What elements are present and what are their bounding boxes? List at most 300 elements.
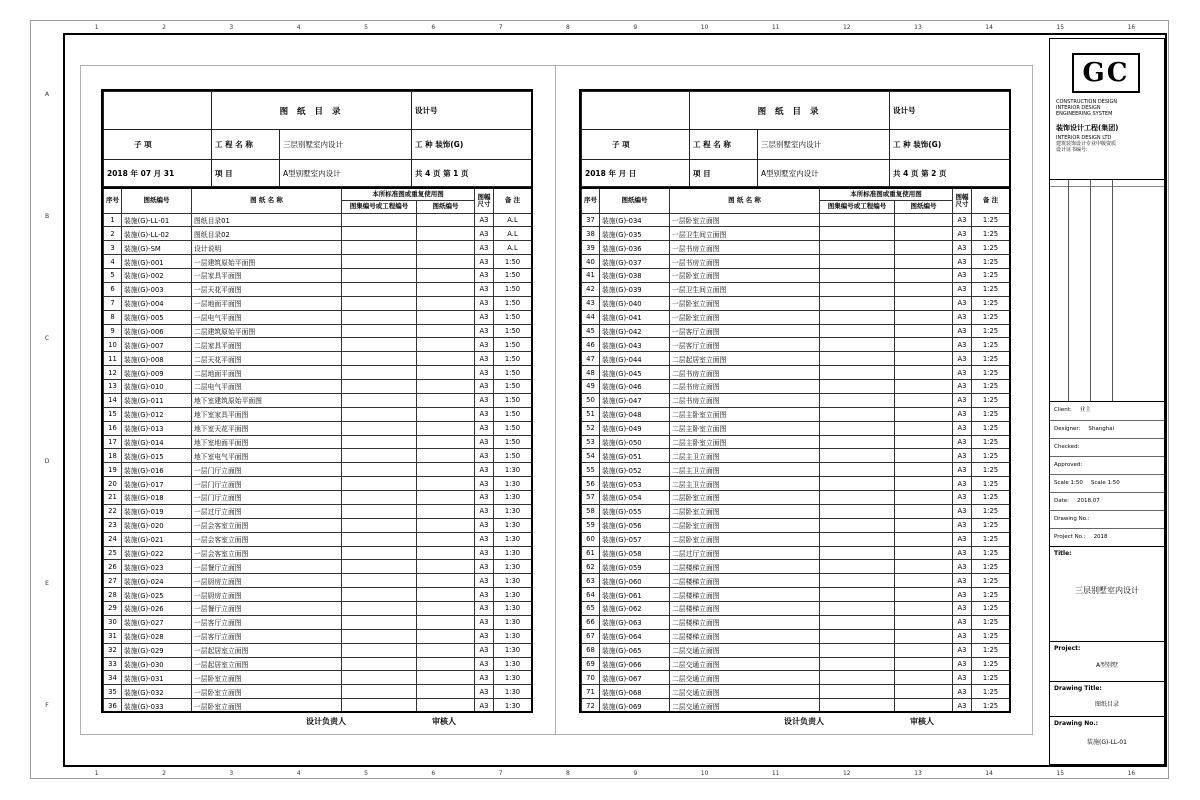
sub-item-label: 子 项: [104, 130, 212, 160]
reference-number: [895, 310, 953, 324]
item-label: 项 目: [690, 160, 758, 187]
index-row: [104, 685, 532, 699]
drawing-code: 装施(G)-057: [600, 532, 670, 546]
sub-item-label: 子 项: [582, 130, 690, 160]
sheet-size: A3: [953, 324, 972, 338]
grid-row-label: D: [44, 457, 50, 465]
index-row: [582, 463, 1010, 477]
drawing-name: 一层客厅立面图: [192, 615, 342, 629]
reference-code: [820, 602, 895, 616]
reference-number: [417, 546, 475, 560]
sheet-size: A3: [475, 352, 494, 366]
remark: 1:25: [972, 338, 1010, 352]
index-row: [104, 615, 532, 629]
title-block-field: [1050, 402, 1164, 420]
index-row: [582, 504, 1010, 518]
index-row: [582, 380, 1010, 394]
field-value: 2018.07: [1077, 498, 1100, 504]
drawing-code: 装施(G)-033: [122, 699, 192, 713]
discipline: 工 种 装饰(G): [412, 130, 532, 160]
drawing-code: 装施(G)-017: [122, 477, 192, 491]
row-number: 56: [582, 477, 600, 491]
remark: 1:25: [972, 671, 1010, 685]
reference-code: [820, 296, 895, 310]
drawing-name: 二层主卫立面图: [670, 463, 820, 477]
remark: 1:25: [972, 643, 1010, 657]
remark: 1:25: [972, 532, 1010, 546]
reference-number: [895, 449, 953, 463]
remark: 1:50: [494, 324, 532, 338]
page-count: 共 4 页 第 1 页: [412, 160, 532, 187]
drawing-code: 装施(G)-009: [122, 366, 192, 380]
row-number: 6: [104, 282, 122, 296]
index-row: [104, 366, 532, 380]
reference-number: [895, 560, 953, 574]
drawing-name: 二层交通立面图: [670, 657, 820, 671]
drawing-name: 二层楼梯立面图: [670, 629, 820, 643]
page-count: 共 4 页 第 2 页: [890, 160, 1010, 187]
discipline: 工 种 装饰(G): [890, 130, 1010, 160]
row-number: 8: [104, 310, 122, 324]
drawing-name: 一层门厅立面图: [192, 491, 342, 505]
drawing-code: 装施(G)-016: [122, 463, 192, 477]
drawing-name: 地下室家具平面图: [192, 407, 342, 421]
index-row: [104, 546, 532, 560]
remark: 1:25: [972, 518, 1010, 532]
sheet-size: A3: [953, 546, 972, 560]
drawing-name: 二层主卫立面图: [670, 477, 820, 491]
remark: 1:25: [972, 699, 1010, 713]
sheet-size: A3: [475, 671, 494, 685]
reference-number: [895, 629, 953, 643]
reference-code: [820, 227, 895, 241]
reference-number: [417, 421, 475, 435]
reference-code: [342, 491, 417, 505]
reference-number: [417, 532, 475, 546]
reference-number: [895, 213, 953, 227]
remark: 1:50: [494, 449, 532, 463]
field-value: 业主: [1079, 407, 1091, 413]
sheet-size: A3: [953, 366, 972, 380]
sheet-size: A3: [953, 449, 972, 463]
reference-code: [342, 255, 417, 269]
remark: 1:25: [972, 255, 1010, 269]
remark: 1:50: [494, 366, 532, 380]
sheet-size: A3: [475, 269, 494, 283]
drawing-name: 二层楼梯立面图: [670, 588, 820, 602]
grid-col-label: 14: [985, 23, 993, 31]
project-value: A型别墅: [1095, 662, 1119, 669]
reference-number: [895, 491, 953, 505]
drawing-code: 装施(G)-026: [122, 602, 192, 616]
sheet-size: A3: [475, 296, 494, 310]
row-number: 38: [582, 227, 600, 241]
drawing-code: 装施(G)-031: [122, 671, 192, 685]
drawing-name: 二层书房立面图: [670, 366, 820, 380]
drawing-code: 装施(G)-056: [600, 518, 670, 532]
drawing-name: 二层楼梯立面图: [670, 615, 820, 629]
drawing-name: 一层客厅立面图: [670, 324, 820, 338]
index-row: [104, 463, 532, 477]
drawing-name: 一层餐厅立面图: [192, 602, 342, 616]
remark: 1:50: [494, 255, 532, 269]
index-row: [104, 518, 532, 532]
remark: 1:25: [972, 435, 1010, 449]
sheet-size: A3: [953, 588, 972, 602]
drawing-code: 装施(G)-050: [600, 435, 670, 449]
remark: 1:25: [972, 393, 1010, 407]
drawing-name: 二层主卧室立面图: [670, 435, 820, 449]
reference-code: [820, 407, 895, 421]
drawing-code: 装施(G)-011: [122, 393, 192, 407]
reference-code: [820, 615, 895, 629]
drawing-code: 装施(G)-067: [600, 671, 670, 685]
drawing-name: 二层主卧室立面图: [670, 421, 820, 435]
designer-label: 设计负责人: [306, 717, 346, 726]
remark: 1:30: [494, 546, 532, 560]
row-number: 11: [104, 352, 122, 366]
row-number: 70: [582, 671, 600, 685]
reference-number: [417, 310, 475, 324]
reference-code: [820, 518, 895, 532]
sheet-size: A3: [953, 560, 972, 574]
drawing-name: 一层起居室立面图: [192, 643, 342, 657]
reference-number: [895, 477, 953, 491]
remark: 1:25: [972, 269, 1010, 283]
index-row: [104, 449, 532, 463]
row-number: 27: [104, 574, 122, 588]
sheet-size: A3: [475, 463, 494, 477]
sheet-size: A3: [475, 588, 494, 602]
reference-code: [342, 560, 417, 574]
sheet-size: A3: [953, 241, 972, 255]
drawing-code: 装施(G)-059: [600, 560, 670, 574]
drawing-name: 一层卧室立面图: [670, 296, 820, 310]
drawing-code: 装施(G)-010: [122, 380, 192, 394]
index-row: [582, 615, 1010, 629]
sheet-size: A3: [475, 699, 494, 713]
remark: 1:30: [494, 643, 532, 657]
reference-number: [895, 324, 953, 338]
sheet-size: A3: [953, 615, 972, 629]
remark: 1:25: [972, 449, 1010, 463]
grid-col-label: 1: [94, 769, 99, 777]
reference-number: [895, 643, 953, 657]
reference-code: [820, 449, 895, 463]
revision-area: [1050, 179, 1164, 401]
grid-col-label: 14: [985, 769, 993, 777]
row-number: 45: [582, 324, 600, 338]
row-number: 3: [104, 241, 122, 255]
project-name: 三层别墅室内设计: [758, 130, 890, 160]
grid-col-label: 4: [296, 23, 301, 31]
reference-code: [820, 643, 895, 657]
drawing-code: 装施(G)-066: [600, 657, 670, 671]
drawing-title-value: 图纸目录: [1094, 701, 1119, 708]
drawing-code: 装施(G)-025: [122, 588, 192, 602]
reference-number: [895, 615, 953, 629]
drawing-code: 装施(G)-024: [122, 574, 192, 588]
reference-code: [342, 324, 417, 338]
index-row: [104, 491, 532, 505]
index-row: [104, 574, 532, 588]
field-area: [1050, 401, 1164, 546]
sheet-size: A3: [475, 324, 494, 338]
drawing-name: 一层起居室立面图: [192, 657, 342, 671]
row-number: 47: [582, 352, 600, 366]
reference-number: [417, 380, 475, 394]
sheet-size: A3: [475, 449, 494, 463]
row-number: 22: [104, 504, 122, 518]
row-number: 41: [582, 269, 600, 283]
field-label: Approved:: [1054, 462, 1083, 468]
reference-code: [820, 241, 895, 255]
reference-number: [895, 671, 953, 685]
title-value: 三层别墅室内设计: [1075, 586, 1139, 595]
remark: 1:25: [972, 615, 1010, 629]
index-list: [103, 187, 532, 713]
drawing-code: 装施(G)-045: [600, 366, 670, 380]
reference-number: [417, 491, 475, 505]
grid-col-label: 13: [914, 769, 922, 777]
sheet-size: A3: [953, 532, 972, 546]
grid-row-label: E: [45, 579, 49, 587]
drawing-name: 二层主卫立面图: [670, 449, 820, 463]
reference-code: [820, 435, 895, 449]
reference-number: [895, 282, 953, 296]
drawing-code: 装施(G)-060: [600, 574, 670, 588]
reference-number: [895, 407, 953, 421]
drawing-code: 装施(G)-008: [122, 352, 192, 366]
row-number: 61: [582, 546, 600, 560]
reference-code: [820, 546, 895, 560]
index-row: [104, 380, 532, 394]
row-number: 21: [104, 491, 122, 505]
reference-number: [895, 657, 953, 671]
reference-number: [417, 366, 475, 380]
sheet-size: A3: [953, 602, 972, 616]
index-row: [582, 518, 1010, 532]
title-section: [1050, 546, 1164, 641]
row-number: 1: [104, 213, 122, 227]
index-row: [104, 643, 532, 657]
reference-code: [342, 407, 417, 421]
drawing-code: 装施(G)-034: [600, 213, 670, 227]
reference-code: [342, 546, 417, 560]
reference-code: [820, 324, 895, 338]
row-number: 13: [104, 380, 122, 394]
remark: 1:50: [494, 296, 532, 310]
remark: A.L: [494, 227, 532, 241]
index-row: [582, 602, 1010, 616]
drawing-title-section: [1050, 681, 1164, 716]
index-row: [582, 269, 1010, 283]
remark: 1:50: [494, 393, 532, 407]
reference-code: [342, 671, 417, 685]
sheet-size: A3: [953, 574, 972, 588]
remark: 1:25: [972, 504, 1010, 518]
drawing-code: 装施(G)-006: [122, 324, 192, 338]
company-sub: 建筑装饰设计专业甲级资质: [1056, 141, 1117, 147]
drawing-code: 装施(G)-019: [122, 504, 192, 518]
grid-col-label: 8: [566, 769, 570, 777]
grid-row-label: F: [45, 702, 49, 710]
row-number: 66: [582, 615, 600, 629]
reference-number: [417, 255, 475, 269]
drawing-code: 装施(G)-004: [122, 296, 192, 310]
index-header: [581, 91, 1010, 187]
reference-code: [342, 463, 417, 477]
index-row: [104, 241, 532, 255]
row-number: 50: [582, 393, 600, 407]
row-number: 48: [582, 366, 600, 380]
drawing-code: 装施(G)-055: [600, 504, 670, 518]
remark: 1:30: [494, 685, 532, 699]
index-title: 图 纸 目 录: [690, 92, 890, 130]
index-row: [104, 699, 532, 713]
reference-code: [342, 352, 417, 366]
reference-code: [820, 477, 895, 491]
reference-number: [417, 477, 475, 491]
drawing-code: 装施(G)-037: [600, 255, 670, 269]
grid-ticks-left: [31, 33, 63, 767]
grid-row-label: C: [44, 335, 50, 343]
drawing-code: 装施(G)-018: [122, 491, 192, 505]
project-section: [1050, 641, 1164, 681]
field-value: 2018: [1093, 534, 1108, 540]
row-number: 59: [582, 518, 600, 532]
remark: 1:25: [972, 657, 1010, 671]
project-name: 三层别墅室内设计: [280, 130, 412, 160]
index-row: [582, 657, 1010, 671]
index-row: [582, 699, 1010, 713]
reference-number: [895, 380, 953, 394]
grid-col-label: 2: [162, 23, 166, 31]
reference-code: [342, 477, 417, 491]
drawing-code: 装施(G)-044: [600, 352, 670, 366]
reference-number: [895, 685, 953, 699]
remark: 1:25: [972, 296, 1010, 310]
row-number: 19: [104, 463, 122, 477]
index-row: [582, 282, 1010, 296]
design-no-label: 设计号: [890, 92, 1010, 130]
remark: 1:25: [972, 560, 1010, 574]
remark: 1:30: [494, 629, 532, 643]
index-row: [104, 227, 532, 241]
grid-col-label: 3: [229, 769, 234, 777]
header-blank: [104, 92, 212, 130]
reference-code: [820, 588, 895, 602]
index-table-2: [579, 89, 1011, 713]
drawing-code: 装施(G)-047: [600, 393, 670, 407]
sheet-size: A3: [953, 407, 972, 421]
sheet-size: A3: [475, 213, 494, 227]
grid-row-label: B: [44, 212, 50, 220]
reference-number: [417, 588, 475, 602]
row-number: 30: [104, 615, 122, 629]
reference-number: [895, 338, 953, 352]
drawing-code: 装施(G)-062: [600, 602, 670, 616]
grid-col-label: 10: [700, 23, 709, 31]
company-sub: INTERIOR DESIGN LTD: [1056, 135, 1112, 141]
reference-number: [417, 352, 475, 366]
remark: 1:30: [494, 574, 532, 588]
reference-number: [895, 463, 953, 477]
drawing-code: 装施(G)-048: [600, 407, 670, 421]
reference-code: [342, 213, 417, 227]
index-row: [582, 560, 1010, 574]
sheet-size: A3: [475, 421, 494, 435]
sheet-size: A3: [475, 518, 494, 532]
reference-code: [342, 380, 417, 394]
sheet-size: A3: [953, 310, 972, 324]
reference-number: [895, 574, 953, 588]
title-block-field: [1050, 438, 1164, 456]
drawing-name: 一层会客室立面图: [192, 518, 342, 532]
col-header-remark: 备 注: [494, 188, 532, 213]
reference-code: [820, 657, 895, 671]
sheet-size: A3: [475, 282, 494, 296]
drawing-code: 装施(G)-058: [600, 546, 670, 560]
index-row: [104, 269, 532, 283]
reference-code: [820, 504, 895, 518]
reference-number: [895, 366, 953, 380]
remark: 1:25: [972, 421, 1010, 435]
index-row: [104, 532, 532, 546]
reference-number: [895, 699, 953, 713]
drawing-name: 一层客厅立面图: [670, 338, 820, 352]
drawing-name: 一层卧室立面图: [670, 269, 820, 283]
sheet-size: A3: [475, 435, 494, 449]
remark: 1:50: [494, 310, 532, 324]
company-line: INTERIOR DESIGN: [1056, 105, 1101, 111]
drawing-name: 二层交通立面图: [670, 699, 820, 713]
reference-code: [820, 671, 895, 685]
reference-number: [895, 352, 953, 366]
sheet-size: A3: [475, 393, 494, 407]
drawing-name: 一层电气平面图: [192, 310, 342, 324]
remark: 1:50: [494, 421, 532, 435]
index-date: 2018 年 月 日: [582, 160, 690, 187]
row-number: 69: [582, 657, 600, 671]
row-number: 5: [104, 269, 122, 283]
index-row: [582, 213, 1010, 227]
index-row: [104, 310, 532, 324]
drawing-name: 二层过厅立面图: [670, 546, 820, 560]
index-row: [582, 352, 1010, 366]
index-row: [582, 366, 1010, 380]
row-number: 51: [582, 407, 600, 421]
drawing-name: 图纸目录02: [192, 227, 342, 241]
drawing-name: 二层卧室立面图: [670, 504, 820, 518]
reference-number: [417, 241, 475, 255]
sheet-size: A3: [953, 435, 972, 449]
reference-number: [417, 560, 475, 574]
sheet-size: A3: [953, 393, 972, 407]
drawing-code: 装施(G)-LL-01: [122, 213, 192, 227]
row-number: 60: [582, 532, 600, 546]
reference-code: [342, 643, 417, 657]
reviewer-label: 审核人: [910, 717, 934, 726]
drawing-code: 装施(G)-069: [600, 699, 670, 713]
remark: 1:25: [972, 588, 1010, 602]
remark: 1:30: [494, 532, 532, 546]
remark: 1:50: [494, 435, 532, 449]
reference-code: [342, 588, 417, 602]
grid-col-label: 10: [700, 769, 709, 777]
reference-number: [417, 574, 475, 588]
row-number: 46: [582, 338, 600, 352]
